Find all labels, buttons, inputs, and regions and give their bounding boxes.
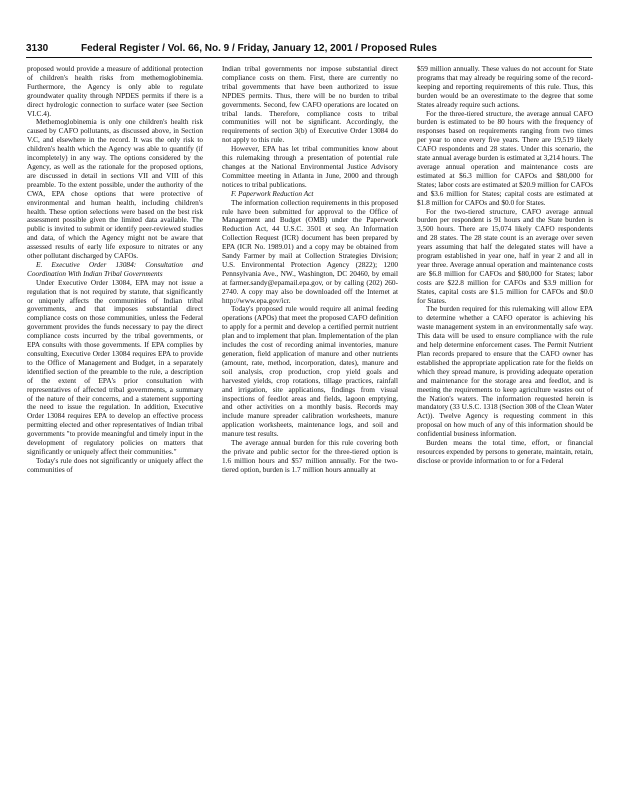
paragraph: However, EPA has let tribal communities know about this rulemaking through a presentation of potential rule changes at the National Environmental Justice Advisory Committee meeting in Atlanta in June, 2000 and through notices to tribal publications. <box>222 144 398 189</box>
column-1 <box>27 65 203 773</box>
section-heading: F. Paperwork Reduction Act <box>231 188 314 198</box>
paragraph: For the three-tiered structure, the average annual CAFO burden is estimated to be 80 hours with the frequency of responses based on requirements ranging from two times per year to once every five years. There are 19,519 likely CAFO respondents and 28 states. Under this scenario, the state annual average burden is estimated at 3,214 hours. The average annual operation and maintenance costs are estimated at $6.3 million for CAFOs and $80,000 for States; labor costs are estimated at $20.9 million for CAFOs and $3.6 million for States; capital costs are estimated at $1.8 million for CAFOs and $0.0 for States. <box>417 108 593 207</box>
section-heading: E. Executive Order 13084: Consultation and Coordination With Indian Tribal Governments <box>27 259 203 278</box>
paragraph: Burden means the total time, effort, or financial resources expended by persons to generate, maintain, retain, disclose or provide information to or for a Federal <box>417 438 593 465</box>
paragraph: proposed would provide a measure of additional protection of children's health risks from methemoglobinemia. Furthermore, the Agency is only able to regulate groundwater quality through NPDES permits if there is a direct hydrologic connection to surface water (see Section VI.C.4). <box>27 65 203 118</box>
paragraph: The average annual burden for this rule covering both the private and public sector for the three-tiered option is 1.6 million hours and $57 million annually. For the two-tiered option, burden is 1.7 million hours annually at <box>222 438 398 474</box>
column-3 <box>417 65 593 773</box>
paragraph: Today's proposed rule would require all animal feeding operations (APOs) that meet the proposed CAFO definition to apply for a permit and develop a certified permit nutrient plan and to implement that plan. Implementation of the plan includes the cost of recording animal inventories, manure generation, field application of manure and other nutrients (amount, rate, method, incorporation, dates), manure and soil analysis, crop production, crop yield goals and harvested yields, crop rotations, tillage practices, rainfall and irrigation, site applications, findings from visual inspections of feedlot areas and fields, lagoon emptying, and other activities on a monthly basis. Records may include manure spreader calibration worksheets, manure application worksheets, maintenance logs, and soil and manure test results. <box>222 304 398 439</box>
paragraph: The information collection requirements in this proposed rule have been submitted for approval to the Office of Management and Budget (OMB) under the Paperwork Reduction Act, 44 U.S.C. 3501 et seq. An Information Collection Request (ICR) document has been prepared by EPA (ICR No. 1989.01) and a copy may be obtained from Sandy Farmer by mail at Collection Strategies Division; U.S. Environmental Protection Agency (2822); 1200 Pennsylvania Ave., NW., Washington, DC 20460, by email at farmer.sandy@epamail.epa.gov, or by calling (202) 260-2740. A copy may also be downloaded off the Internet at http://www.epa.gov/icr. <box>222 197 398 305</box>
issue-line: Federal Register / Vol. 66, No. 9 / Friday, January 12, 2001 / Proposed Rules <box>81 43 437 54</box>
paragraph: For the two-tiered structure, CAFO average annual burden per respondent is 91 hours and the State burden is 3,500 hours. There are 15,074 likely CAFO respondents and 28 states. The 28 state count is an average over seven years assuming that half the delegated states will have a program established in year one, half in year 2 and all in year three. Average annual operation and maintenance costs are $6.8 million for CAFOs and $80,000 for States; labor costs are $22.8 million for CAFOs and $3.9 million for States, capital costs are $1.5 million for CAFOs and $0.0 for States. <box>417 206 593 305</box>
page-number: 3130 <box>26 43 49 54</box>
paragraph: Methemoglobinemia is only one children's health risk caused by CAFO pollutants, as discussed above, in Section V.C, and elsewhere in the record. It was the only risk to children's health which the Agency was able to quantify (if incompletely) in any way. The options considered by the Agency, as well as the rationale for the proposed options, are discussed in detail in sections VII and VIII of this preamble. To the extent possible, under the authority of the CWA, EPA chose options that were protective of environmental and human health, including children's health. These option selections were based on the best risk assessment possible given the limited data available. The public is invited to submit or identify peer-reviewed studies and data, of which the Agency might not be aware that assessed results of early life exposure to nitrates or any other pollutant discharged by CAFOs. <box>27 117 203 261</box>
paragraph: $59 million annually. These values do not account for State programs that may already be requiring some of the record-keeping and reporting requirements of this rule. Thus, this burden would be an overestimate to the degree that some States already require such actions. <box>417 65 593 109</box>
page-header <box>26 42 592 56</box>
header-rule <box>26 57 592 58</box>
paragraph: The burden required for this rulemaking will allow EPA to determine whether a CAFO operator is achieving his waste management system in an environmentally safe way. This data will be used to ensure compliance with the rule and help determine enforcement cases. The Permit Nutrient Plan records prepared to ensure that the CAFO owner has established the appropriate application rate for the fields on which they spread manure, is providing adequate operation and maintenance for the storage area and feedlot, and is meeting the requirements to keep agriculture wastes out of the Nation's waters. The information requested herein is mandatory (33 U.S.C. 1318 (Section 308 of the Clean Water Act)). Twelve Agency is requesting comment in this proposal on how much of any of this information should be confidential business information. <box>417 304 593 439</box>
paragraph: Under Executive Order 13084, EPA may not issue a regulation that is not required by statute, that significantly or uniquely affects the communities of Indian tribal governments, and that imposes substantial direct compliance costs on those communities, unless the Federal government provides the funds necessary to pay the direct compliance costs incurred by the tribal governments, or EPA consults with those governments. If EPA complies by consulting, Executive Order 13084 requires EPA to provide to the Office of Management and Budget, in a separately identified section of the preamble to the rule, a description of the extent of EPA's prior consultation with representatives of affected tribal governments, a summary of the nature of their concerns, and a statement supporting the need to issue the regulation. In addition, Executive Order 13084 requires EPA to develop an effective process permitting elected and other representatives of Indian tribal governments "to provide meaningful and timely input in the development of regulatory policies on matters that significantly or uniquely affect their communities." <box>27 277 203 456</box>
paragraph: Indian tribal governments nor impose substantial direct compliance costs on them. First, there are currently no tribal governments that have been authorized to issue NPDES permits. Thus, there will be no burden to tribal governments. Second, few CAFO operations are located on tribal lands. Therefore, compliance costs to tribal communities will not be significant. Accordingly, the requirements of section 3(b) of Executive Order 13084 do not apply to this rule. <box>222 65 398 145</box>
paragraph: Today's rule does not significantly or uniquely affect the communities of <box>27 455 203 474</box>
column-2 <box>222 65 398 773</box>
